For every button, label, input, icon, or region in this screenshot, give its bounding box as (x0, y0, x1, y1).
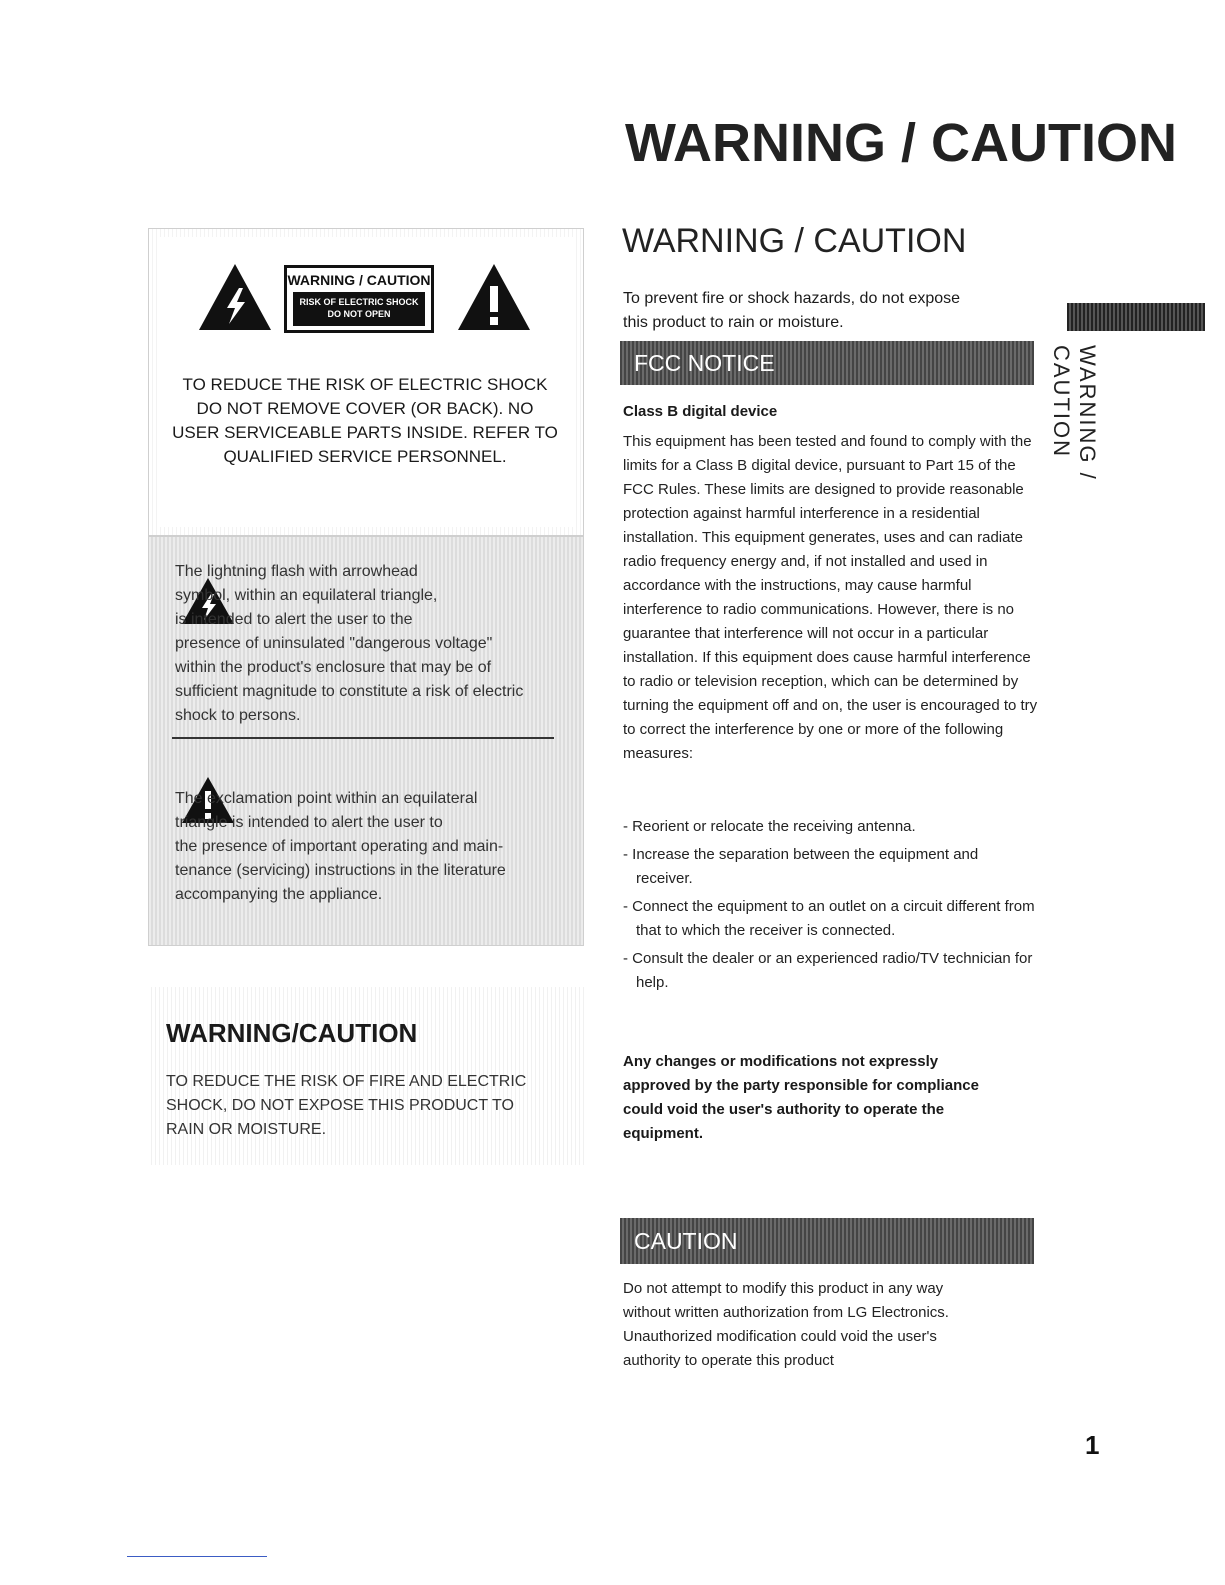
measures-list (623, 815, 1038, 999)
divider (172, 737, 554, 739)
exclamation-triangle-icon (456, 262, 532, 332)
section-title: WARNING / CAUTION (622, 222, 967, 260)
list-item: - Consult the dealer or an experienced radio/TV technician for help. (623, 950, 1033, 991)
side-tab-label: WARNING / CAUTION (1049, 345, 1100, 481)
shock-warning-text: TO REDUCE THE RISK OF ELECTRIC SHOCK DO NOT REMOVE COVER (OR BACK). NO USER SERVICEABLE PARTS INSIDE. REFER TO QUALIFIED SERVICE PERSONNEL. (172, 375, 558, 466)
warning-label-title: WARNING / CAUTION (287, 272, 431, 288)
fire-warning-text: TO REDUCE THE RISK OF FIRE AND ELECTRIC SHOCK, DO NOT EXPOSE THIS PRODUCT TO RAIN OR MOISTURE. (166, 1073, 527, 1138)
lightning-triangle-icon (197, 262, 273, 332)
page-number: 1 (1085, 1430, 1100, 1460)
fcc-notice-banner: FCC NOTICE (620, 341, 1034, 385)
list-item: - Increase the separation between the equipment and receiver. (623, 846, 979, 887)
footer-line (127, 1556, 267, 1557)
warning-label-sub: RISK OF ELECTRIC SHOCK DO NOT OPEN (293, 292, 425, 326)
lightning-symbol-text: The lightning flash with arrowhead symbol, within an equilateral triangle, is intended to alert the user to the presence of uninsulated "dangerous voltage" within the product's enclosure that may be of sufficient magnitude to constitute a risk of electric shock to persons. (175, 563, 524, 724)
list-item: - Connect the equipment to an outlet on a circuit different from that to which the receiver is connected. (623, 898, 1035, 939)
page-title: WARNING / CAUTION (625, 113, 1177, 173)
side-tab-bar (1067, 303, 1205, 331)
intro-text: To prevent fire or shock hazards, do not expose this product to rain or moisture. (623, 290, 961, 331)
fcc-modification-notice: Any changes or modifications not expressly approved by the party responsible for compliance could void the user's authority to operate the equipment. (623, 1053, 979, 1142)
fire-warning-heading: WARNING/CAUTION (166, 1018, 418, 1048)
exclamation-symbol-text: The exclamation point within an equilateral triangle is intended to alert the user to the presence of important operating and main- tenance (servicing) instructions in the literature accompanying the appliance. (175, 790, 506, 903)
warning-caution-label (284, 265, 434, 333)
fcc-paragraph: This equipment has been tested and found to comply with the limits for a Class B digital device, pursuant to Part 15 of the FCC Rules. These limits are designed to provide reasonable protection against harmful interference in a residential installation. This equipment generates, uses and can radiate radio frequency energy and, if not installed and used in accordance with the instructions, may cause harmful interference to radio communications. However, there is no guarantee that interference will not occur in a particular installation. If this equipment does cause harmful interference to radio or television reception, which can be determined by turning the equipment off and on, the user is encouraged to try to correct the interference by one or more of the following measures: (623, 433, 1038, 762)
fcc-subheading: Class B digital device (623, 403, 778, 420)
caution-banner: CAUTION (620, 1218, 1034, 1264)
list-item: - Reorient or relocate the receiving antenna. (623, 818, 916, 835)
caution-text: Do not attempt to modify this product in any way without written authorization from LG Electronics. Unauthorized modification could void the user's authority to operate this product (623, 1280, 949, 1369)
fcc-body-text (623, 430, 1038, 766)
